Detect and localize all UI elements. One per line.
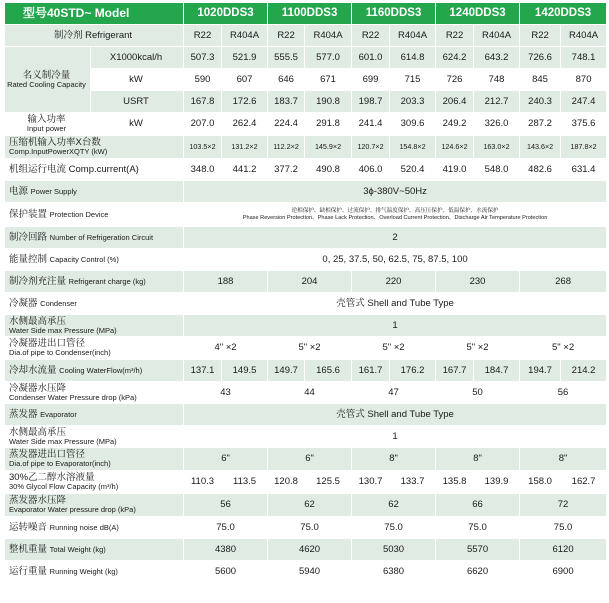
cell: 406.0: [352, 159, 390, 181]
cell: 1: [184, 426, 607, 448]
protection-cn: 逆相保护、缺相保护、过流保护、排气温度保护、高压压保护、低温保护、水流保护: [291, 208, 499, 215]
label-en: Dia.of pipe to Condenser(inch): [9, 348, 111, 358]
cell: 133.7: [390, 471, 436, 494]
row-cooling-kcal: [5, 47, 607, 69]
cell: 555.5: [268, 47, 305, 69]
cell: 646: [268, 69, 305, 91]
row-input-power: [5, 113, 607, 136]
cell: 125.5: [305, 471, 352, 494]
row-label: [5, 47, 91, 113]
cell: 113.5: [222, 471, 268, 494]
cell: 56: [184, 494, 268, 517]
row-label: [5, 539, 184, 561]
row-label: [5, 404, 184, 426]
row-label: [5, 517, 184, 539]
cell: 203.3: [390, 91, 436, 113]
label-cn: 整机重量: [9, 543, 48, 555]
row-label: [5, 181, 184, 203]
cell: 521.9: [222, 47, 268, 69]
label-cn: 水侧最高承压: [9, 315, 67, 327]
row-label: [5, 337, 184, 360]
cell: 726.6: [520, 47, 561, 69]
row-label: [5, 561, 184, 583]
cell: 268: [520, 271, 607, 293]
cell: 207.0: [184, 113, 222, 136]
cell: 131.2×2: [222, 136, 268, 159]
cell: 482.6: [520, 159, 561, 181]
cell: 507.3: [184, 47, 222, 69]
label-en: 30% Glycol Flow Capacity (m³/h): [9, 482, 119, 492]
cell: 6": [184, 448, 268, 471]
label-en: Power Supply: [30, 186, 77, 196]
cell: 2: [184, 227, 607, 249]
row-condenser: [5, 293, 607, 315]
row-label: [5, 448, 184, 471]
cell: 112.2×2: [268, 136, 305, 159]
cell: 590: [184, 69, 222, 91]
label-en: Rated Cooling Capacity: [7, 79, 86, 89]
row-capacity-control: [5, 249, 607, 271]
cell: 419.0: [436, 159, 474, 181]
cell: 149.5: [222, 360, 268, 382]
row-label: [5, 271, 184, 293]
cell: 162.7: [561, 471, 607, 494]
cell: 0, 25, 37.5, 50, 62.5, 75, 87.5, 100: [184, 249, 607, 271]
cell: 120.7×2: [352, 136, 390, 159]
label-en: Condenser Water Pressure drop (kPa): [9, 392, 137, 402]
cell: 198.7: [352, 91, 390, 113]
cell: 262.4: [222, 113, 268, 136]
label-en: Condenser: [40, 298, 77, 308]
cell: 75.0: [436, 517, 520, 539]
row-cooling-usrt: [5, 91, 607, 113]
unit: X1000kcal/h: [91, 47, 184, 69]
row-label: [5, 227, 184, 249]
cell: 163.0×2: [474, 136, 520, 159]
cell: 309.6: [390, 113, 436, 136]
cell: 62: [268, 494, 352, 517]
cell: 190.8: [305, 91, 352, 113]
cell: 291.8: [305, 113, 352, 136]
row-cooling-kw: [5, 69, 607, 91]
cell: 287.2: [520, 113, 561, 136]
cell: 194.7: [520, 360, 561, 382]
cell: 204: [268, 271, 352, 293]
cell: 143.6×2: [520, 136, 561, 159]
row-label: [5, 471, 184, 494]
cell: [184, 203, 607, 227]
cell: 614.8: [390, 47, 436, 69]
cell: 249.2: [436, 113, 474, 136]
cell: 5570: [436, 539, 520, 561]
cell: 56: [520, 382, 607, 404]
model-name: 1160DDS3: [352, 3, 436, 25]
cell: 165.6: [305, 360, 352, 382]
row-glycol-flow: [5, 471, 607, 494]
cell: 748.1: [561, 47, 607, 69]
label-cn: 运行重量: [9, 565, 48, 577]
cell: 50: [436, 382, 520, 404]
spec-table: [4, 2, 607, 583]
cell: 75.0: [520, 517, 607, 539]
label-en: Dia.of pipe to Evaporator(inch): [9, 459, 111, 469]
model-header: 型号40STD~ Model: [5, 3, 184, 25]
cell: 44: [268, 382, 352, 404]
cell: 643.2: [474, 47, 520, 69]
cell: 183.7: [268, 91, 305, 113]
label-cn: 保护装置: [9, 208, 48, 220]
cell: 375.6: [561, 113, 607, 136]
row-protection: [5, 203, 607, 227]
protection-en: Phase Reversion Protection、Phase Lack Protection、Overload Current Protection、Discharge Air Temperature Protection: [242, 214, 548, 221]
cell: 103.5×2: [184, 136, 222, 159]
cell: 490.8: [305, 159, 352, 181]
row-label: [5, 293, 184, 315]
cell: 167.7: [436, 360, 474, 382]
cell: 161.7: [352, 360, 390, 382]
cell: 壳管式 Shell and Tube Type: [184, 293, 607, 315]
cell: 5" ×2: [520, 337, 607, 360]
row-label: [5, 113, 91, 136]
cell: R22: [436, 25, 474, 47]
cell: 176.2: [390, 360, 436, 382]
cell: 8": [436, 448, 520, 471]
label-cn: 运转噪音: [9, 521, 48, 533]
cell: 214.2: [561, 360, 607, 382]
cell: 220: [352, 271, 436, 293]
cell: 715: [390, 69, 436, 91]
label-en: Cooling WaterFlow(m³/h): [59, 365, 143, 375]
cell: R22: [184, 25, 222, 47]
cell: 6380: [352, 561, 436, 583]
row-label: [5, 494, 184, 517]
cell: 726: [436, 69, 474, 91]
cell: 671: [305, 69, 352, 91]
cell: 43: [184, 382, 268, 404]
label-en: Evaporator Water pressure drop (kPa): [9, 505, 136, 515]
label-en: Input power: [26, 124, 67, 134]
cell: 139.9: [474, 471, 520, 494]
cell: 5" ×2: [268, 337, 352, 360]
cell: 6": [268, 448, 352, 471]
cell: 8": [520, 448, 607, 471]
label-cn: 蒸发器水压降: [9, 495, 67, 507]
cell: 47: [352, 382, 436, 404]
cell: 212.7: [474, 91, 520, 113]
label-en: Evaporator: [40, 409, 77, 419]
label-cn: 30%乙二醇水溶液量: [9, 472, 95, 484]
cell: 224.4: [268, 113, 305, 136]
cell: R404A: [305, 25, 352, 47]
row-label: [5, 426, 184, 448]
cell: R22: [268, 25, 305, 47]
row-charge: [5, 271, 607, 293]
label-en: Capacity Control (%): [49, 254, 119, 264]
label-cn: 冷凝器: [9, 297, 38, 309]
label-cn: 能量控制: [9, 253, 48, 265]
label-cn: 输入功率: [27, 114, 66, 126]
cell: 206.4: [436, 91, 474, 113]
cell: 66: [436, 494, 520, 517]
cell: 631.4: [561, 159, 607, 181]
row-evaporator: [5, 404, 607, 426]
label-en: Total Weight (kg): [49, 544, 106, 554]
label-cn: 冷却水流量: [9, 364, 57, 376]
label-cn: 名义制冷量: [22, 69, 71, 81]
label-cn: 制冷回路: [9, 231, 48, 243]
cell: 520.4: [390, 159, 436, 181]
cell: R22: [352, 25, 390, 47]
row-label: [5, 382, 184, 404]
cell: 230: [436, 271, 520, 293]
row-condenser-pressure: [5, 315, 607, 337]
cell: 326.0: [474, 113, 520, 136]
row-label: [5, 360, 184, 382]
row-refrigerant: [5, 25, 607, 47]
header-row: [5, 3, 607, 25]
row-evaporator-pressure: [5, 426, 607, 448]
cell: R22: [520, 25, 561, 47]
cell: 377.2: [268, 159, 305, 181]
row-label: [5, 136, 184, 159]
label-en: Number of Refrigeration Circuit: [49, 232, 154, 242]
row-label: 制冷剂 Refrigerant: [5, 25, 184, 47]
cell: 62: [352, 494, 436, 517]
label-en: Refrigerant charge (kg): [68, 276, 146, 286]
unit: kW: [91, 113, 184, 136]
cell: 5" ×2: [352, 337, 436, 360]
cell: 3ϕ-380V~50Hz: [184, 181, 607, 203]
label-cn: 蒸发器进出口管径: [9, 449, 86, 461]
label-en: Running noise dB(A): [49, 522, 119, 532]
row-running-weight: [5, 561, 607, 583]
row-comp-power: [5, 136, 607, 159]
label-en: Water Side max Pressure (MPa): [9, 436, 117, 446]
cell: 870: [561, 69, 607, 91]
cell: 548.0: [474, 159, 520, 181]
row-label: [5, 203, 184, 227]
row-noise: [5, 517, 607, 539]
cell: 72: [520, 494, 607, 517]
row-total-weight: [5, 539, 607, 561]
cell: 5600: [184, 561, 268, 583]
row-condenser-drop: [5, 382, 607, 404]
cell: 4" ×2: [184, 337, 268, 360]
cell: 75.0: [352, 517, 436, 539]
cell: 167.8: [184, 91, 222, 113]
cell: 607: [222, 69, 268, 91]
cell: 247.4: [561, 91, 607, 113]
cell: R404A: [222, 25, 268, 47]
cell: 4380: [184, 539, 268, 561]
label-cn: 蒸发器: [9, 408, 38, 420]
label-en: Running Weight (kg): [49, 566, 118, 576]
cell: 577.0: [305, 47, 352, 69]
label-en: Comp.InputPowerXQTY (kW): [9, 147, 108, 157]
cell: 188: [184, 271, 268, 293]
row-circuits: [5, 227, 607, 249]
cell: 124.6×2: [436, 136, 474, 159]
label-cn: 压缩机输入功率X台数: [9, 137, 101, 149]
cell: 158.0: [520, 471, 561, 494]
cell: 241.4: [352, 113, 390, 136]
row-power-supply: [5, 181, 607, 203]
cell: 120.8: [268, 471, 305, 494]
cell: 75.0: [268, 517, 352, 539]
label-cn: 水侧最高承压: [9, 426, 67, 438]
cell: 441.2: [222, 159, 268, 181]
cell: 145.9×2: [305, 136, 352, 159]
model-name: 1020DDS3: [184, 3, 268, 25]
label-en: Protection Device: [49, 209, 109, 219]
cell: 1: [184, 315, 607, 337]
cell: 6900: [520, 561, 607, 583]
cell: 6620: [436, 561, 520, 583]
cell: 8": [352, 448, 436, 471]
model-name: 1420DDS3: [520, 3, 607, 25]
row-label: [5, 315, 184, 337]
cell: 187.8×2: [561, 136, 607, 159]
cell: 601.0: [352, 47, 390, 69]
model-name: 1100DDS3: [268, 3, 352, 25]
cell: 748: [474, 69, 520, 91]
cell: 184.7: [474, 360, 520, 382]
label-cn: 电源: [9, 185, 29, 197]
label-cn: 制冷剂充注量: [9, 275, 67, 287]
model-name: 1240DDS3: [436, 3, 520, 25]
row-evaporator-pipe: [5, 448, 607, 471]
cell: 154.8×2: [390, 136, 436, 159]
cell: 130.7: [352, 471, 390, 494]
cell: 6120: [520, 539, 607, 561]
label-cn: 冷凝器进出口管径: [9, 338, 86, 350]
unit: kW: [91, 69, 184, 91]
cell: R404A: [474, 25, 520, 47]
row-evaporator-drop: [5, 494, 607, 517]
cell: 624.2: [436, 47, 474, 69]
cell: 5030: [352, 539, 436, 561]
cell: 240.3: [520, 91, 561, 113]
cell: 135.8: [436, 471, 474, 494]
cell: 149.7: [268, 360, 305, 382]
cell: 5" ×2: [436, 337, 520, 360]
cell: 4620: [268, 539, 352, 561]
cell: 845: [520, 69, 561, 91]
label-en: Water Side max Pressure (MPa): [9, 325, 117, 335]
cell: 348.0: [184, 159, 222, 181]
cell: 110.3: [184, 471, 222, 494]
row-cooling-water-flow: [5, 360, 607, 382]
cell: R404A: [390, 25, 436, 47]
row-label: 机组运行电流 Comp.current(A): [5, 159, 184, 181]
unit: USRT: [91, 91, 184, 113]
row-current: [5, 159, 607, 181]
cell: 172.6: [222, 91, 268, 113]
row-condenser-pipe: [5, 337, 607, 360]
label-cn: 冷凝器水压降: [9, 382, 67, 394]
cell: 699: [352, 69, 390, 91]
cell: 137.1: [184, 360, 222, 382]
cell: 5940: [268, 561, 352, 583]
cell: R404A: [561, 25, 607, 47]
cell: 75.0: [184, 517, 268, 539]
row-label: [5, 249, 184, 271]
cell: 壳管式 Shell and Tube Type: [184, 404, 607, 426]
